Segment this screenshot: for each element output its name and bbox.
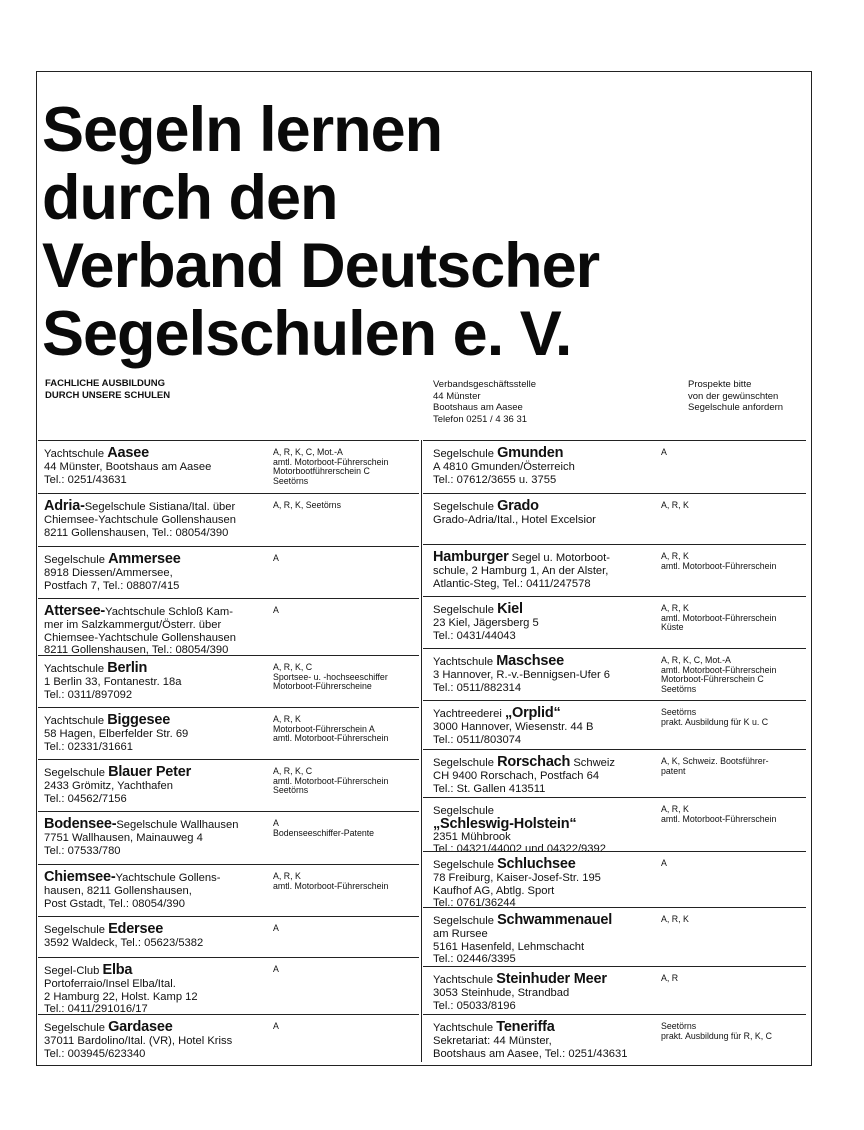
- school-detail-line: 78 Freiburg, Kaiser-Josef-Str. 195: [433, 872, 601, 884]
- school-suffix: Segel u. Motorboot-: [508, 552, 610, 564]
- training-tag-line: A: [273, 605, 279, 615]
- training-tag-line: Bodenseeschiffer-Patente: [273, 827, 375, 838]
- page-title: [42, 96, 802, 368]
- training-tag-line: Seetörns: [273, 785, 309, 796]
- brochure-note: [688, 379, 783, 414]
- school-text: [44, 817, 238, 857]
- school-detail-line: Kaufhof AG, Abtlg. Sport: [433, 884, 555, 897]
- school-name: Edersee: [108, 921, 164, 937]
- school-detail-line: CH 9400 Rorschach, Postfach 64: [433, 770, 600, 782]
- training-tag-line: A, R, K: [661, 551, 689, 561]
- school-detail-line: 3 Hannover, R.-v.-Bennigsen-Ufer 6: [433, 669, 611, 681]
- school-name: Grado: [497, 498, 539, 514]
- school-detail-line: 3592 Waldeck, Tel.: 05623/5382: [44, 937, 204, 949]
- school-name: Adria-: [44, 498, 85, 514]
- school-heading: [44, 765, 191, 780]
- training-tag-line: amtl. Motorboot-Führerschein: [273, 880, 389, 891]
- school-name: Gardasee: [108, 1019, 173, 1035]
- school-entry: [38, 546, 419, 598]
- brochure-note-line-2: von der gewünschten: [688, 390, 779, 402]
- school-detail-line: A 4810 Gmunden/Österreich: [433, 461, 575, 473]
- school-detail-line: 1 Berlin 33, Fontanestr. 18a: [44, 676, 182, 688]
- training-tag-line: Seetörns: [661, 1021, 697, 1031]
- school-detail-line: 23 Kiel, Jägersberg 5: [433, 617, 539, 629]
- school-name: Blauer Peter: [108, 764, 192, 780]
- school-name: Biggesee: [107, 712, 171, 728]
- school-text: [44, 446, 211, 486]
- school-entry: [38, 957, 419, 1014]
- school-heading: [433, 654, 610, 669]
- school-text: [44, 713, 188, 753]
- training-tag-line: amtl. Motorboot-Führerschein: [661, 612, 777, 623]
- office-address-line-4: Telefon 0251 / 4 36 31: [433, 413, 528, 425]
- training-tag-line: A: [273, 923, 279, 933]
- training-tags: [661, 604, 776, 633]
- school-text: [44, 963, 198, 1016]
- school-name: Kiel: [497, 601, 523, 617]
- school-text: [44, 604, 236, 657]
- school-suffix: Yachtschule Schloß Kam-: [105, 606, 233, 618]
- school-entry: [423, 440, 806, 493]
- school-heading: [44, 870, 220, 885]
- training-tag-line: A, R, K, C: [273, 766, 313, 776]
- school-detail-line: Tel.: 0311/897092: [44, 688, 133, 701]
- training-tags: [661, 915, 689, 925]
- school-entry: [38, 493, 419, 546]
- training-tag-line: Sportsee- u. -hochseeschiffer: [273, 671, 388, 682]
- school-heading: [433, 602, 539, 617]
- school-text: [44, 765, 191, 805]
- training-tag-line: A, R: [661, 973, 679, 983]
- school-detail-line: Tel.: 07533/780: [44, 844, 121, 857]
- school-heading: [44, 661, 181, 676]
- training-tag-line: prakt. Ausbildung für R, K, C: [661, 1030, 772, 1041]
- training-tag-line: Motorboot-Führerschein A: [273, 723, 375, 734]
- school-heading: [44, 552, 181, 567]
- school-detail-line: Tel.: 0251/43631: [44, 473, 127, 486]
- school-detail-line: „Schleswig-Holstein“: [433, 816, 577, 832]
- school-detail-line: hausen, 8211 Gollenshausen,: [44, 885, 192, 897]
- training-tag-line: amtl. Motorboot-Führerschein: [661, 813, 777, 824]
- school-text: [433, 972, 607, 1012]
- school-heading: [433, 706, 593, 721]
- school-name: Maschsee: [496, 653, 564, 669]
- training-tag-line: A, R, K: [661, 804, 689, 814]
- school-name: Bodensee-: [44, 816, 117, 832]
- training-tag-line: A: [661, 447, 667, 457]
- school-entry: [38, 811, 419, 864]
- school-prefix: Segelschule: [433, 757, 498, 769]
- training-tag-line: Küste: [661, 622, 684, 633]
- school-text: [44, 922, 203, 950]
- office-address-line-2: 44 Münster: [433, 390, 481, 402]
- training-tags: [273, 767, 388, 796]
- school-detail-line: Chiemsee-Yachtschule Gollenshausen: [44, 631, 236, 644]
- school-entry: [38, 1014, 419, 1062]
- training-tag-line: A: [661, 858, 667, 868]
- training-tag-line: A, R, K: [661, 914, 689, 924]
- training-tag-line: amtl. Motorboot-Führerschein: [273, 733, 389, 744]
- training-tag-line: A: [273, 1021, 279, 1031]
- school-entry: [423, 749, 806, 797]
- school-detail-line: 7751 Wallhausen, Mainauweg 4: [44, 832, 203, 844]
- school-entry: [423, 1014, 806, 1062]
- training-tag-line: A, R, K, C, Mot.-A: [661, 655, 731, 665]
- training-heading: [45, 378, 170, 402]
- training-tag-line: patent: [661, 765, 686, 776]
- training-tags: [661, 805, 776, 824]
- school-suffix: Segelschule Sistiana/Ital. über: [84, 501, 236, 513]
- school-prefix: Yachtschule: [44, 715, 108, 727]
- school-detail-line: 5161 Hasenfeld, Lehmschacht: [433, 940, 585, 953]
- school-prefix: Segelschule: [433, 859, 498, 871]
- title-line-1: Segeln lernen: [42, 95, 443, 165]
- training-tags: [273, 554, 279, 564]
- brochure-note-line-1: Prospekte bitte: [688, 379, 752, 390]
- school-entry: [38, 655, 419, 707]
- school-detail-line: 37011 Bardolino/Ital. (VR), Hotel Kriss: [44, 1035, 233, 1047]
- school-text: [433, 857, 601, 910]
- school-text: [44, 1020, 232, 1060]
- school-text: [433, 803, 606, 856]
- school-text: [433, 499, 596, 527]
- school-name: Teneriffa: [496, 1019, 555, 1035]
- school-name: Attersee-: [44, 603, 106, 619]
- school-text: [433, 706, 593, 746]
- school-detail-line: Tel.: St. Gallen 413511: [433, 782, 546, 795]
- school-prefix: Segelschule: [44, 767, 109, 779]
- school-detail-line: Tel.: 0761/36244: [433, 897, 516, 910]
- school-entry: [423, 797, 806, 856]
- title-line-2: durch den: [42, 163, 338, 233]
- school-heading: [433, 499, 596, 514]
- training-tags: [661, 1022, 772, 1041]
- school-detail-line: 3053 Steinhude, Strandbad: [433, 987, 570, 999]
- school-name: Hamburger: [433, 549, 509, 565]
- school-detail-line: Grado-Adria/Ital., Hotel Excelsior: [433, 514, 596, 526]
- school-detail-line: Bootshaus am Aasee, Tel.: 0251/43631: [433, 1047, 628, 1060]
- training-tag-line: Motorboot-Führerscheine: [273, 681, 372, 692]
- school-prefix: Yachtschule: [433, 1022, 497, 1034]
- training-tags: [273, 448, 388, 486]
- school-entry: [38, 916, 419, 957]
- school-name: Steinhuder Meer: [496, 971, 607, 987]
- title-line-4: Segelschulen e. V.: [42, 299, 572, 369]
- school-heading: [44, 713, 188, 728]
- school-name: „Orplid“: [504, 705, 561, 721]
- school-detail-line: 8918 Diessen/Ammersee,: [44, 567, 173, 579]
- school-detail-line: Tel.: 0431/44043: [433, 629, 516, 642]
- school-heading: [44, 604, 236, 619]
- training-tags: [661, 974, 678, 984]
- school-detail-line: schule, 2 Hamburg 1, An der Alster,: [433, 565, 609, 577]
- training-tag-line: A, R, K, C: [273, 662, 313, 672]
- school-suffix: Schweiz: [570, 757, 615, 769]
- school-name: Schwammenauel: [497, 912, 613, 928]
- school-detail-line: 3000 Hannover, Wiesenstr. 44 B: [433, 721, 594, 733]
- school-detail-line: mer im Salzkammergut/Österr. über: [44, 619, 222, 631]
- training-tags: [273, 715, 388, 744]
- training-tag-line: A, R, K: [273, 871, 301, 881]
- school-entry: [423, 544, 806, 596]
- school-text: [44, 499, 236, 539]
- school-name: Rorschach: [497, 754, 571, 770]
- school-detail-line: 58 Hagen, Elberfelder Str. 69: [44, 728, 189, 740]
- training-tag-line: A, R, K: [273, 714, 301, 724]
- training-tag-line: A, R, K: [661, 500, 689, 510]
- training-tags: [661, 448, 667, 458]
- school-name: Aasee: [107, 445, 149, 461]
- school-detail-line: 2351 Mühbrook: [433, 830, 511, 843]
- school-heading: [44, 499, 236, 514]
- school-prefix: Segelschule: [433, 501, 498, 513]
- training-tag-line: Seetörns: [661, 707, 697, 717]
- training-tag-line: amtl. Motorboot-Führerschein: [661, 560, 777, 571]
- school-text: [433, 654, 610, 694]
- school-entry: [38, 759, 419, 811]
- school-text: [433, 913, 612, 966]
- school-name: Schluchsee: [497, 856, 576, 872]
- school-text: [433, 755, 615, 795]
- school-prefix: Segelschule: [44, 1022, 109, 1034]
- school-detail-line: Tel.: 0511/882314: [433, 681, 522, 694]
- school-detail-line: 8211 Gollenshausen, Tel.: 08054/390: [44, 526, 229, 539]
- school-text: [433, 602, 539, 642]
- school-prefix: Segel-Club: [44, 965, 103, 977]
- school-heading: [44, 446, 211, 461]
- training-tags: [661, 859, 667, 869]
- school-detail-line: am Rursee: [433, 928, 488, 940]
- school-text: [44, 661, 181, 701]
- training-tags: [661, 656, 776, 694]
- school-prefix: Segelschule: [433, 915, 498, 927]
- training-tag-line: Seetörns: [661, 683, 697, 694]
- training-tag-line: A: [273, 964, 279, 974]
- training-tag-line: A, R, K: [661, 603, 689, 613]
- school-entry: [38, 440, 419, 493]
- school-detail-line: Tel.: 04562/7156: [44, 792, 127, 805]
- school-prefix: Yachtschule: [44, 448, 108, 460]
- school-heading: [44, 922, 203, 937]
- training-tags: [273, 663, 388, 692]
- school-detail-line: Tel.: 07612/3655 u. 3755: [433, 473, 557, 486]
- training-tags: [273, 501, 341, 511]
- office-address-line-1: Verbandsgeschäftsstelle: [433, 379, 536, 390]
- school-detail-line: Portoferraio/Insel Elba/Ital.: [44, 978, 176, 990]
- school-detail-line: 8211 Gollenshausen, Tel.: 08054/390: [44, 644, 229, 657]
- training-tag-line: A: [273, 553, 279, 563]
- school-prefix: Yachtreederei: [433, 708, 505, 720]
- school-text: [433, 550, 610, 590]
- training-heading-line-1: FACHLICHE AUSBILDUNG: [45, 378, 165, 389]
- training-tags: [661, 552, 776, 571]
- school-heading: [433, 550, 610, 565]
- training-tag-line: Seetörns: [273, 475, 309, 486]
- training-tag-line: prakt. Ausbildung für K u. C: [661, 716, 769, 727]
- school-detail-line: Tel.: 0411/291016/17: [44, 1003, 148, 1016]
- office-address-line-3: Bootshaus am Aasee: [433, 402, 523, 413]
- school-prefix: Segelschule: [44, 924, 109, 936]
- school-entry: [423, 648, 806, 700]
- training-tag-line: A: [273, 818, 279, 828]
- school-heading: [433, 446, 575, 461]
- school-name: Chiemsee-: [44, 869, 116, 885]
- school-heading: [44, 817, 238, 832]
- school-detail-line: Postfach 7, Tel.: 08807/415: [44, 579, 180, 592]
- training-tag-line: amtl. Motorboot-Führerschein: [273, 775, 389, 786]
- school-detail-line: 2 Hamburg 22, Holst. Kamp 12: [44, 990, 198, 1003]
- school-heading: [433, 1020, 627, 1035]
- school-detail-line: Tel.: 003945/623340: [44, 1047, 146, 1060]
- school-entry: [423, 700, 806, 749]
- office-address: [433, 379, 536, 425]
- school-prefix: Segelschule: [44, 554, 109, 566]
- school-heading: [433, 755, 615, 770]
- training-tags: [273, 1022, 279, 1032]
- school-detail-line: Post Gstadt, Tel.: 08054/390: [44, 897, 185, 910]
- title-line-3: Verband Deutscher: [42, 231, 600, 301]
- school-text: [433, 446, 575, 486]
- school-heading: [433, 972, 607, 987]
- school-suffix: Yachtschule Gollens-: [115, 872, 221, 884]
- school-entry: [423, 493, 806, 544]
- training-tag-line: amtl. Motorboot-Führerschein: [661, 664, 777, 675]
- training-tags: [273, 924, 279, 934]
- school-entry: [423, 966, 806, 1014]
- brochure-note-line-3: Segelschule anfordern: [688, 402, 784, 413]
- school-suffix: Segelschule Wallhausen: [116, 819, 239, 831]
- training-tags: [273, 965, 279, 975]
- school-heading: [433, 913, 612, 928]
- school-detail-line: Tel.: 0511/803074: [433, 733, 522, 746]
- training-tag-line: A, K, Schweiz. Bootsführer-: [661, 756, 769, 766]
- school-prefix: Yachtschule: [433, 656, 497, 668]
- training-tags: [661, 757, 769, 776]
- school-name: Gmunden: [497, 445, 564, 461]
- training-tag-line: Motorboot-Führerschein C: [661, 674, 764, 685]
- school-prefix: Segelschule: [433, 448, 498, 460]
- school-prefix: Yachtschule: [433, 974, 497, 986]
- school-name: Berlin: [107, 660, 148, 676]
- training-tags: [273, 819, 374, 838]
- school-detail-line: 44 Münster, Bootshaus am Aasee: [44, 461, 212, 473]
- school-heading: [44, 963, 198, 978]
- school-detail-line: Tel.: 02446/3395: [433, 953, 516, 966]
- school-entry: [423, 907, 806, 966]
- training-tags: [273, 872, 388, 891]
- training-heading-line-2: DURCH UNSERE SCHULEN: [45, 390, 171, 401]
- training-tag-line: Motorbootführerschein C: [273, 466, 370, 477]
- school-heading: [433, 857, 601, 872]
- school-entry: [423, 596, 806, 648]
- school-name: Elba: [102, 962, 133, 978]
- training-tag-line: amtl. Motorboot-Führerschein: [273, 456, 389, 467]
- school-detail-line: Tel.: 05033/8196: [433, 999, 516, 1012]
- school-prefix: Yachtschule: [44, 663, 108, 675]
- training-tag-line: A, R, K, C, Mot.-A: [273, 447, 343, 457]
- school-text: [44, 552, 181, 592]
- school-entry: [423, 851, 806, 910]
- school-prefix: Segelschule: [433, 604, 498, 616]
- school-detail-line: Sekretariat: 44 Münster,: [433, 1035, 552, 1047]
- school-text: [44, 870, 220, 910]
- training-tags: [661, 501, 689, 511]
- school-detail-line: Tel.: 02331/31661: [44, 740, 133, 753]
- school-heading: [44, 1020, 232, 1035]
- school-detail-line: Tel.: 04321/44002 und 04322/9392: [433, 843, 606, 856]
- training-tags: [273, 606, 279, 616]
- column-divider: [421, 440, 422, 1062]
- school-detail-line: Chiemsee-Yachtschule Gollenshausen: [44, 514, 236, 526]
- training-tag-line: A, R, K, Seetörns: [273, 500, 341, 510]
- school-name: Ammersee: [108, 551, 181, 567]
- school-text: [433, 1020, 627, 1060]
- school-detail-line: 2433 Grömitz, Yachthafen: [44, 780, 173, 792]
- school-entry: [38, 707, 419, 759]
- school-prefix: Segelschule: [433, 805, 494, 817]
- training-tags: [661, 708, 768, 727]
- school-detail-line: Atlantic-Steg, Tel.: 0411/247578: [433, 577, 591, 590]
- school-entry: [38, 598, 419, 655]
- school-entry: [38, 864, 419, 916]
